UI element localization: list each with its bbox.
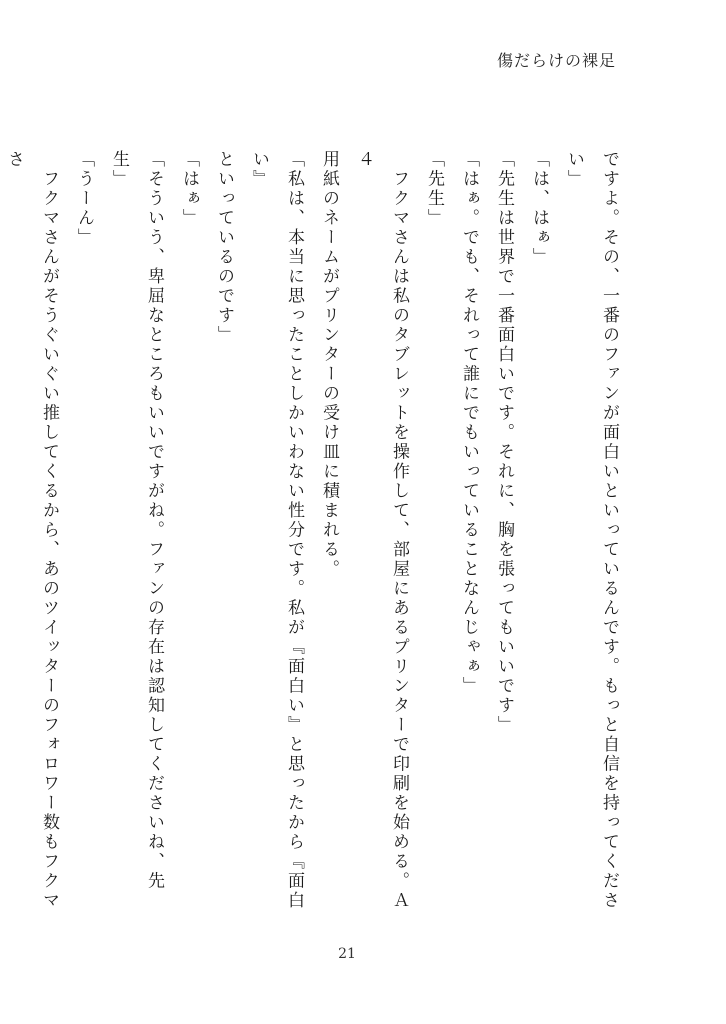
text-line: 「私は、本当に思ったことしかいわない性分です。私が『面白い』と思ったから『面白い』: [249, 150, 304, 911]
text-line: ですよ。その、一番のファンが面白いといっているんです。もっと自信を持ってください」: [564, 150, 619, 911]
text-line: 「は、はぁ」: [529, 150, 549, 267]
text-line: 「はぁ」: [179, 150, 199, 228]
running-header-title: 傷だらけの裸足: [496, 51, 616, 70]
body-text: [4, 150, 626, 920]
text-line: フクマさんがそうぐいぐい推してくるから、あのツイッターのフォロワー数もフクマさ: [4, 150, 59, 911]
text-line: といっているのです」: [214, 150, 234, 345]
page-number: 21: [338, 946, 356, 962]
text-line: 「そういう、卑屈なところもいいですがね。ファンの存在は認知してくださいね、先生」: [109, 150, 164, 891]
text-line: 「うーん」: [74, 150, 94, 248]
text-line: フクマさんは私のタブレットを操作して、部屋にあるプリンターで印刷を始める。Ａ４: [354, 150, 409, 911]
text-line: 「先生」: [424, 150, 444, 228]
text-line: 「はぁ。でも、それって誰にでもいっていることなんじゃぁ」: [459, 150, 479, 696]
text-line: 「先生は世界で一番面白いです。それに、胸を張ってもいいです」: [494, 150, 514, 735]
text-line: 用紙のネームがプリンターの受け皿に積まれる。: [319, 150, 339, 579]
